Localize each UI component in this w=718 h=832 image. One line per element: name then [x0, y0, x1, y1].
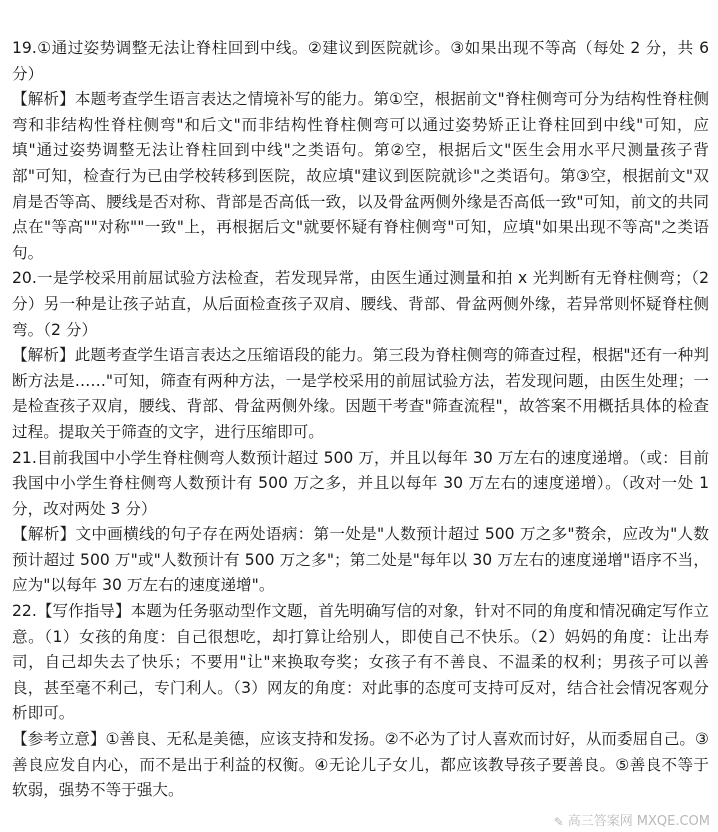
watermark-logo-icon: ✎	[553, 815, 564, 829]
reference-themes-22: 【参考立意】①善良、无私是美德，应该支持和发扬。②不必为了讨人喜欢而讨好，从而委屈自己。③善良应发自内心，而不是出于利益的权衡。④无论儿子女儿，都应该教导孩子要善良。⑤善良不等于软弱，强势不等于强大。	[12, 730, 709, 800]
analysis-21: 【解析】文中画横线的句子存在两处语病：第一处是"人数预计超过 500 万之多"赘余，应改为"人数预计超过 500 万"或"人数预计有 500 万之多"；第二处是"每年以 30 万左右的速度递增"语序不当，应为"以每年 30 万左右的速度递增"。	[12, 525, 709, 595]
watermark	[554, 814, 710, 830]
watermark-source: 高三答案网	[567, 814, 633, 829]
watermark-site: MXQE.COM	[636, 814, 710, 829]
answer-21: 21.目前我国中小学生脊柱侧弯人数预计超过 500 万，并且以每年 30 万左右的速度递增。（或：目前我国中小学生脊柱侧弯人数预计有 500 万之多，并且以每年 30 万左右的速度递增）。（改对一处 1 分，改对两处 3 分）	[12, 448, 709, 518]
analysis-19: 【解析】本题考查学生语言表达之情境补写的能力。第①空，根据前文"脊柱侧弯可分为结构性脊柱侧弯和非结构性脊柱侧弯"和后文"而非结构性脊柱侧弯可以通过姿势矫正让脊柱回到中线"可知，应填"通过姿势调整无法让脊柱回到中线"之类语句。第②空，根据后文"医生会用水平尺测量孩子背部"可知，检查行为已由学校转移到医院，故应填"建议到医院就诊"之类语句。第③空，根据前文"双肩是否等高、腰线是否对称、背部是否高低一致，以及骨盆两侧外缘是否高低一致"可知，前文的共同点在"等高""对称""一致"上，再根据后文"就要怀疑有脊柱侧弯"可知，应填"如果出现不等高"之类语句。	[12, 90, 709, 262]
analysis-20: 【解析】此题考查学生语言表达之压缩语段的能力。第三段为脊柱侧弯的筛查过程，根据"还有一种判断方法是……"可知，筛查有两种方法，一是学校采用的前屈试验方法，若发现问题，由医生处理；一是检查孩子双肩，腰线、背部、骨盆两侧外缘。因题干考查"筛查流程"，故答案不用概括具体的检查过程。提取关于筛查的文字，进行压缩即可。	[12, 346, 709, 441]
writing-guide-22: 22.【写作指导】本题为任务驱动型作文题，首先明确写信的对象，针对不同的角度和情况确定写作立意。（1）女孩的角度：自己很想吃，却打算让给别人，即使自己不快乐。（2）妈妈的角度：让出寿司，自己却失去了快乐；不要用"让"来换取夸奖；女孩子有不善良、不温柔的权利；男孩子可以善良，甚至毫不利己，专门利人。（3）网友的角度：对此事的态度可支持可反对，结合社会情况客观分析即可。	[12, 602, 709, 723]
document-page	[12, 36, 709, 804]
answer-19: 19.①通过姿势调整无法让脊柱回到中线。②建议到医院就诊。③如果出现不等高（每处 2 分，共 6 分）	[12, 39, 709, 83]
answer-20: 20.一是学校采用前屈试验方法检查，若发现异常，由医生通过测量和拍 x 光判断有无脊柱侧弯；（2 分）另一种是让孩子站直，从后面检查孩子双肩、腰线、背部、骨盆两侧外缘，若异常则怀疑脊柱侧弯。（2 分）	[12, 269, 709, 339]
